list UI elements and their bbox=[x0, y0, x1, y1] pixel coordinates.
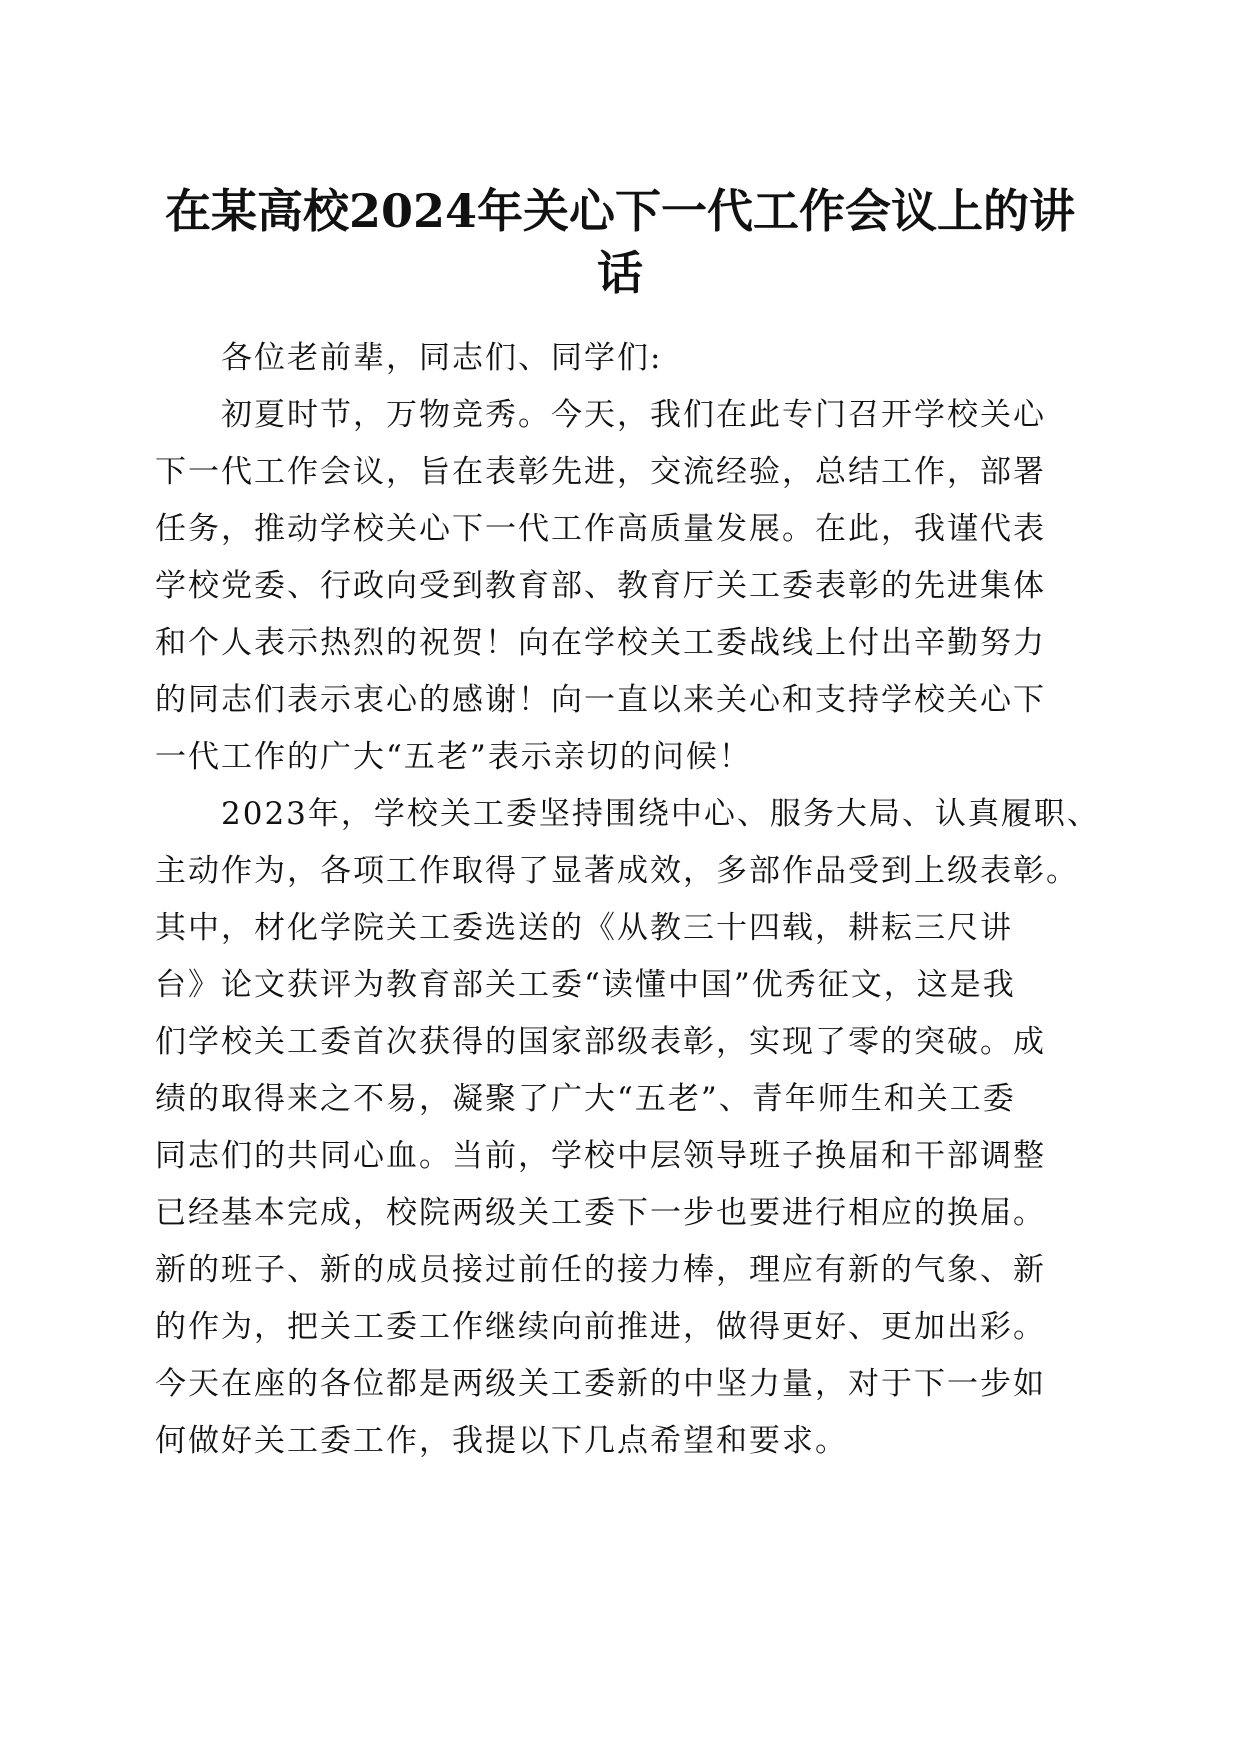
paragraph-2-line: 绩的取得来之不易，凝聚了广大“五老”、青年师生和关工委 bbox=[155, 1081, 1016, 1117]
paragraph-2-line: 台》论文获评为教育部关工委“读懂中国”优秀征文，这是我 bbox=[155, 967, 1016, 1003]
paragraph-1-line: 学校党委、行政向受到教育部、教育厅关工委表彰的先进集体 bbox=[155, 568, 1046, 604]
paragraph-2-line: 其中，材化学院关工委选送的《从教三十四载，耕耘三尺讲 bbox=[155, 910, 1013, 946]
paragraph-2-line: 已经基本完成，校院两级关工委下一步也要进行相应的换届。 bbox=[155, 1195, 1046, 1231]
paragraph-1-line: 和个人表示热烈的祝贺！向在学校关工委战线上付出辛勤努力 bbox=[155, 625, 1046, 661]
paragraph-1-line: 初夏时节，万物竞秀。今天，我们在此专门召开学校关心 bbox=[221, 397, 1046, 433]
paragraph-1-line: 一代工作的广大“五老”表示亲切的问候！ bbox=[155, 739, 752, 775]
document-title bbox=[120, 180, 1120, 304]
paragraph-2-line: 的作为，把关工委工作继续向前推进，做得更好、更加出彩。 bbox=[155, 1309, 1046, 1345]
paragraph-1-line: 下一代工作会议，旨在表彰先进，交流经验，总结工作，部署 bbox=[155, 454, 1046, 490]
paragraph-2-line: 何做好关工委工作，我提以下几点希望和要求。 bbox=[155, 1423, 848, 1459]
paragraph-2-line: 主动作为，各项工作取得了显著成效，多部作品受到上级表彰。 bbox=[155, 853, 1079, 889]
paragraph-2-line: 同志们的共同心血。当前，学校中层领导班子换届和干部调整 bbox=[155, 1138, 1046, 1174]
salutation: 各位老前辈，同志们、同学们: bbox=[221, 340, 663, 376]
title-line-1: 在某高校2024年关心下一代工作会议上的讲 bbox=[164, 184, 1076, 238]
document-body bbox=[155, 330, 1105, 1470]
title-line-2: 话 bbox=[597, 246, 643, 300]
paragraph-2-line: 们学校关工委首次获得的国家部级表彰，实现了零的突破。成 bbox=[155, 1024, 1046, 1060]
paragraph-2-line: 今天在座的各位都是两级关工委新的中坚力量，对于下一步如 bbox=[155, 1366, 1046, 1402]
paragraph-1-line: 的同志们表示衷心的感谢！向一直以来关心和支持学校关心下 bbox=[155, 682, 1046, 718]
paragraph-1-line: 任务，推动学校关心下一代工作高质量发展。在此，我谨代表 bbox=[155, 511, 1046, 547]
paragraph-2-line: 2023年，学校关工委坚持围绕中心、服务大局、认真履职、 bbox=[221, 796, 1100, 832]
paragraph-2-line: 新的班子、新的成员接过前任的接力棒，理应有新的气象、新 bbox=[155, 1252, 1046, 1288]
